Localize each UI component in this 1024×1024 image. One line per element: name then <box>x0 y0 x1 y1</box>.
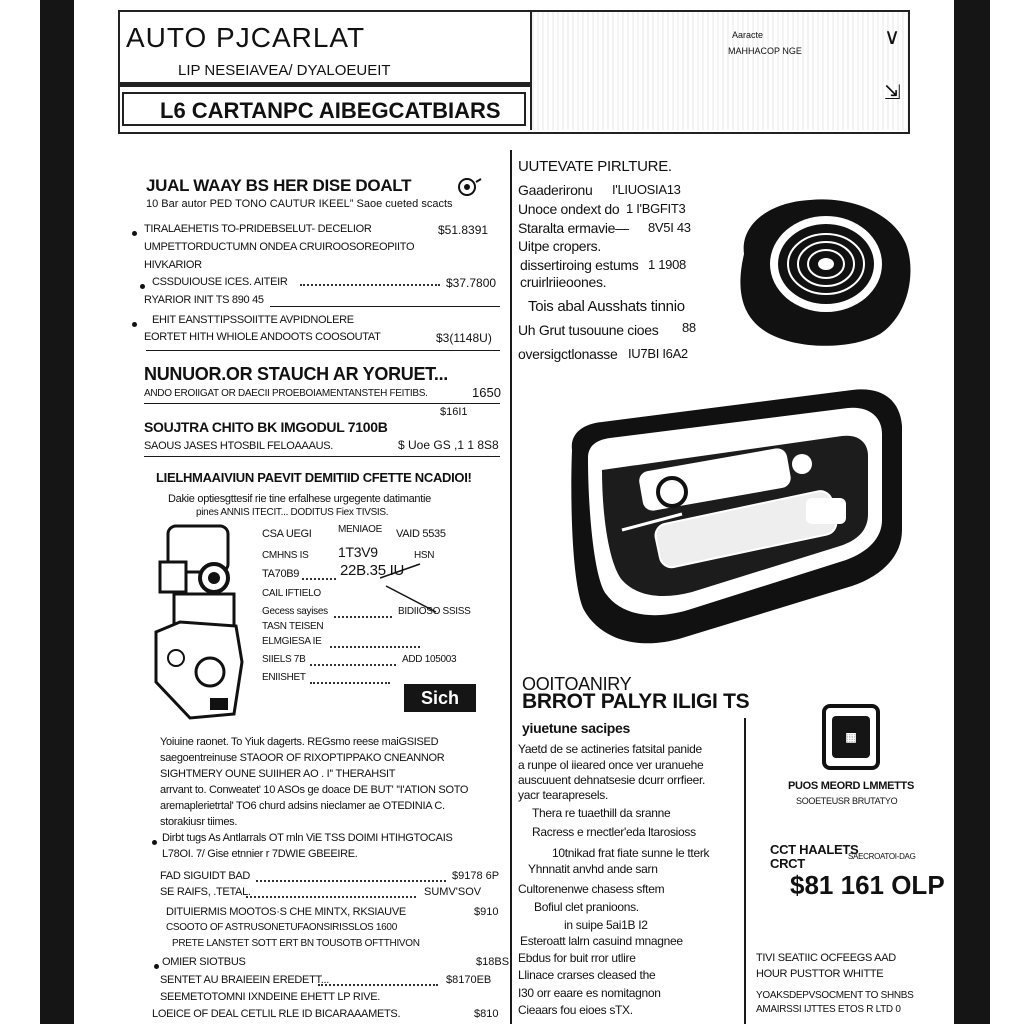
spec-value: 88 <box>682 320 696 335</box>
diagram-value: 1T3V9 <box>338 544 378 560</box>
section-heading: OOITOANIRY <box>522 674 632 694</box>
spec-label: Unoce ondext do <box>518 201 620 217</box>
masthead-title-block <box>120 12 532 130</box>
diagram-label: CSA UEGI <box>262 528 312 540</box>
item-price: $16I1 <box>440 406 468 418</box>
engine-tray-image <box>562 380 908 652</box>
diagram-value: 22B.35 IU <box>340 562 405 579</box>
price-heading: CRCT <box>770 856 805 871</box>
bullet <box>132 231 137 236</box>
feature-item: Cultorenenwe chasess sftem <box>518 882 665 896</box>
dot-leader <box>318 984 438 986</box>
spec-label: Uh Grut tusouune cioes <box>518 322 659 338</box>
item-line: UMPETTORDUCTUMN ONDEA CRUIROOSOREOPIITO <box>144 241 415 253</box>
list-item: OMIER SIOTBUS <box>162 956 246 968</box>
bullet <box>154 964 159 969</box>
arrow-icon[interactable]: ⇲ <box>884 82 901 104</box>
right-subcolumn-divider <box>744 718 746 1024</box>
feature-item: 10tnikad frat fiate sunne le tterk <box>552 846 710 860</box>
diagram-extra: VAID 5535 <box>396 528 446 540</box>
diagram-value: BIDIIOSO SSISS <box>398 606 471 617</box>
feature-item: Ebdus for buit rror utlire <box>518 951 636 965</box>
logo-caption: SOOETEUSR BRUTATYO <box>796 796 898 806</box>
diagram-extra: HSN <box>414 550 435 561</box>
diagram-label: ENIISHET <box>262 672 306 683</box>
feature-item: Llinace crarses cleased the <box>518 968 656 982</box>
diagram-label: TASN TEISEN <box>262 621 324 632</box>
bullet <box>152 840 157 845</box>
footer-heading: TIVI SEATIIC OCFEEGS AAD <box>756 952 896 964</box>
item-line: RYARIOR INIT TS 890 45 <box>144 294 264 306</box>
vent-logo <box>822 704 880 770</box>
list-item: CSOOTO OF ASTRUSONETUFAONSIRISSLOS 1600 <box>166 922 397 933</box>
divider <box>146 350 500 351</box>
body-text: Yaetd de se actineries fatsital panide <box>518 742 702 756</box>
feature-item: Esteroatt lalrn casuind mnagnee <box>520 934 683 948</box>
left-border <box>40 0 74 1024</box>
dot-leader <box>310 664 396 666</box>
section-heading: UUTEVATE PIRLTURE. <box>518 158 672 175</box>
footer-text: AMAIRSSI IJTTES ETOS R LTD 0 <box>756 1004 901 1015</box>
spec-label: Staralta ermavie— <box>518 220 629 236</box>
list-item: LOEICE OF DEAL CETLIL RLE ID BICARAAAMETS. <box>152 1008 401 1020</box>
list-item: SENTET AU BRAIEEIN EREDETT... <box>160 974 329 986</box>
section-subheading: Dakie optiesgttesif rie tine erfalhese urgegente datimantie <box>168 493 431 505</box>
masthead-rule <box>120 82 530 87</box>
body-text: Yoiuine raonet. To Yiuk dagerts. REGsmo reese maiGSISED <box>160 736 439 748</box>
section-heading: JUAL WAAY BS HER DISE DOALT <box>146 176 412 195</box>
spec-label: Gaaderironu <box>518 182 593 198</box>
diagram-label: SIIELS 7B <box>262 654 306 665</box>
item-price: $51.8391 <box>438 223 489 237</box>
list-price: $18BS <box>476 956 510 968</box>
diagram-label: ELMGIESA IE <box>262 636 322 647</box>
diagram-label: TA70B9 <box>262 568 300 580</box>
spec-label: cruirlriieoones. <box>520 274 607 290</box>
item-line: CSSDUIOUSE ICES. AITEIR <box>152 276 288 288</box>
list-item: DITUIERMIS MOOTOS·S CHE MINTX, RKSIAUVE <box>166 906 406 918</box>
right-border <box>954 0 990 1024</box>
dot-leader <box>310 682 390 684</box>
section-heading: LIELHMAAIVIUN PAEVIT DEMITIID CFETTE NCADIOI! <box>156 470 472 485</box>
body-text: arrvant to. Conweatet' 10 ASOs ge doace DE BUT' ''I'ATION SOTO <box>160 784 469 796</box>
item-price: $ Uoe GS ,1 1 8S8 <box>398 438 499 452</box>
section-subheading: ANDO EROIIGAT OR DAECII PROEBOIAMENTANSTEH FEITIBS. <box>144 388 428 399</box>
diagram-label: CMHNS IS <box>262 550 309 561</box>
body-text: yacr tearapresels. <box>518 788 608 802</box>
section-heading: BRROT PALYR ILIGI TS <box>522 690 750 713</box>
logo-badge: Sich <box>404 684 476 712</box>
body-text: Dirbt tugs As Antlarrals OT rnln ViE TSS DOIMI HTIHGTOCAIS <box>162 832 453 844</box>
masthead-right-label: Aaracte <box>732 30 764 40</box>
feature-item: Cieaars fou eioes sTX. <box>518 1003 633 1017</box>
divider <box>144 456 500 457</box>
section-subheading: SAOUS JASES HTOSBIL FELOAAAUS. <box>144 440 334 452</box>
bullet <box>132 322 137 327</box>
item-line: EORTET HITH WHIOLE ANDOOTS COOSOUTAT <box>144 331 381 343</box>
body-text: auscuuent dehnatsesie dcurr orrfieer. <box>518 773 706 787</box>
feature-item: Bofiul clet pranioons. <box>534 900 639 914</box>
list-item: FAD SIGUIDT BAD <box>160 870 251 882</box>
masthead-headline: L6 CARTANPC AIBEGCATBIARS <box>160 98 501 123</box>
price-sub: SAECROATOI-DAG <box>848 852 916 861</box>
logo-caption: PUOS MEORD LMMETTS <box>788 780 914 792</box>
section-subheading: 10 Bar autor PED TONO CAUTUR IKEEL” Saoe cueted scacts <box>146 198 453 210</box>
price-value: $81 161 OLP <box>790 870 945 900</box>
item-line: HIVKARIOR <box>144 259 202 271</box>
feature-item: I30 orr eaare es nomitagnon <box>518 986 661 1000</box>
section-subheading: pines ANNIS ITECIT... DODITUS Fiex TIVSIS. <box>196 507 389 518</box>
features-title: yiuetune sacipes <box>522 720 631 736</box>
list-price: $9178 6P <box>452 870 500 882</box>
body-text: storakiusr tiimes. <box>160 816 238 828</box>
chevron-down-icon[interactable]: ∨ <box>884 24 901 49</box>
vent-logo-mark: ▦ <box>832 716 870 758</box>
dot-leader <box>246 896 416 898</box>
body-text: L78OI. 7/ Gise etnnier r 7DWIE GBEEIRE. <box>162 848 358 860</box>
item-price: $37.7800 <box>446 276 497 290</box>
masthead <box>118 10 910 134</box>
feature-item: Thera re tuaethill da sranne <box>532 806 671 820</box>
masthead-right-panel <box>532 12 908 130</box>
spec-value: I'LIUOSIA13 <box>612 182 681 197</box>
body-text: a runpe ol iieared once ver uranuehe <box>518 758 704 772</box>
list-item: SEEMETOTOMNI IXNDEINE EHETT LP RIVE. <box>160 991 381 1003</box>
masthead-headline-box <box>122 92 526 126</box>
diagram-label: Gecess sayises <box>262 606 328 617</box>
spec-value: 1 I'BGFIT3 <box>626 201 686 216</box>
body-text: saegoentreinuse STAOOR OF RIXOPTIPPAKO CNEANNOR <box>160 752 445 764</box>
column-divider <box>510 150 512 1024</box>
engine-diagram <box>150 522 250 722</box>
feature-item: in suipe 5ai1B I2 <box>564 918 648 932</box>
price-heading: CCT HAALETS <box>770 842 859 857</box>
spec-value: IU7BI I6A2 <box>628 346 688 361</box>
section-heading: NUNUOR.OR STAUCH AR YORUET... <box>144 364 448 384</box>
body-text: SIGHTMERY OUNE SUIIHER AO . I'' THERAHSIT <box>160 768 396 780</box>
feature-item: Racress e rnectler'eda ltarosioss <box>532 825 696 839</box>
body-text: aremaplerietrtal' TO6 churd adsins nieclamer ae OTEDINIA C. <box>160 800 445 812</box>
page-title: AUTO PJCARLAT <box>126 22 366 53</box>
dot-leader <box>330 646 420 648</box>
spec-value: 1 1908 <box>648 257 686 272</box>
spec-label: Uitpe cropers. <box>518 238 601 254</box>
feature-item: Yhnnatit anvhd ande sarn <box>528 862 658 876</box>
footer-text: YOAKSDEPVSOCMENT TO SHNBS <box>756 990 914 1001</box>
item-price: 1650 <box>472 385 501 400</box>
section-heading: SOUJTRA CHITO BK IMGODUL 7100B <box>144 419 388 435</box>
footer-heading: HOUR PUSTTOR WHITTE <box>756 968 884 980</box>
dot-leader <box>256 880 446 882</box>
masthead-right-sub: MAHHACOP NGE <box>728 46 802 56</box>
diagram-value: ADD 105003 <box>402 654 457 665</box>
list-price: $810 <box>474 1008 499 1020</box>
list-price: $910 <box>474 906 499 918</box>
speaker-image <box>730 194 914 354</box>
list-price: SUMV'SOV <box>424 886 482 898</box>
item-price: $3(1148U) <box>436 331 492 345</box>
spec-value: 8V5I 43 <box>648 220 691 235</box>
list-item: PRETE LANSTET SOTT ERT BN TOUSOTB OFTTHIVON <box>172 938 420 949</box>
spec-label: dissertiroing estums <box>520 257 639 273</box>
bullet <box>140 284 145 289</box>
page-subtitle: LIP NESEIAVEA/ DYALOEUEIT <box>178 62 391 79</box>
list-price: $8170EB <box>446 974 492 986</box>
dot-leader <box>302 578 336 580</box>
dot-leader <box>300 284 440 286</box>
list-item: SE RAIFS, .TETAL. <box>160 886 251 898</box>
sub-heading: Tois abal Ausshats tinnio <box>528 298 685 315</box>
dot-leader <box>334 616 392 618</box>
divider <box>144 403 500 404</box>
item-line: EHIT EANSTTIPSSOIITTE AVPIDNOLERE <box>152 314 354 326</box>
spec-label: oversigctlonasse <box>518 346 618 362</box>
item-line: TIRALAEHETIS TO-PRIDEBSELUT- DECELIOR <box>144 223 372 235</box>
gear-icon <box>456 176 482 198</box>
diagram-label: CAIL IFTIELO <box>262 588 321 599</box>
divider <box>270 306 500 307</box>
diagram-value: MENIAOE <box>338 524 383 535</box>
